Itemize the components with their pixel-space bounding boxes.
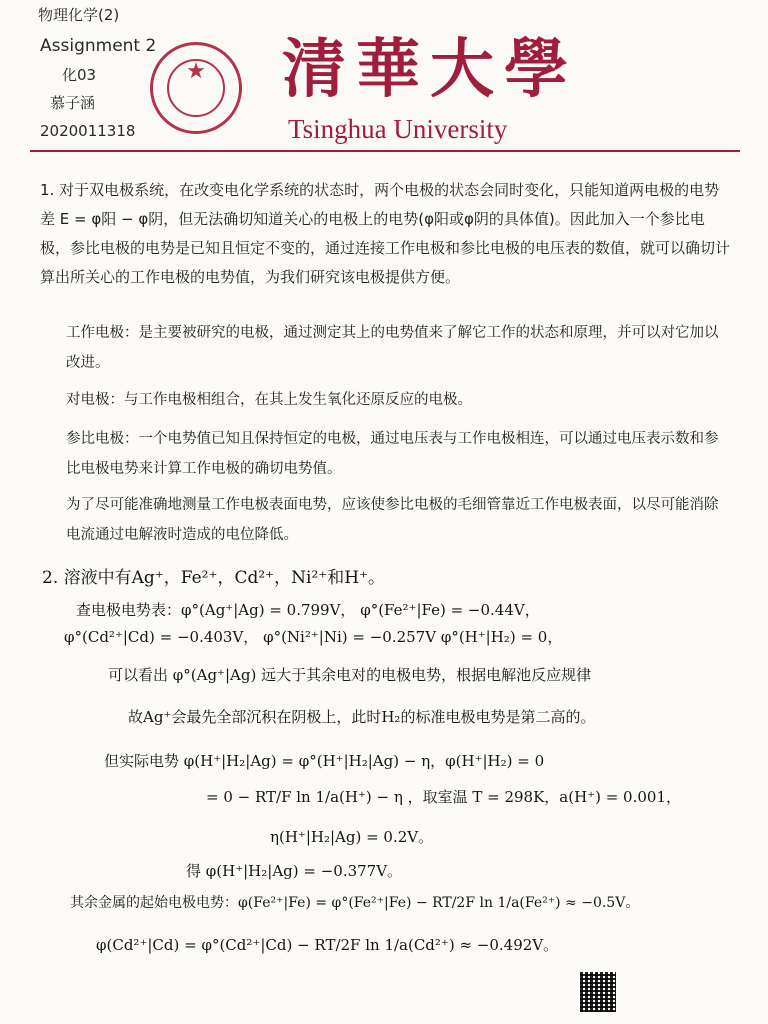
q2-line-9: 其余金属的起始电极电势：φ(Fe²⁺|Fe) = φ°(Fe²⁺|Fe) − RT/2F ln 1/a(Fe²⁺) ≈ −0.5V。: [70, 895, 640, 911]
q2-line-6: = 0 − RT/F ln 1/a(H⁺) − η ，取室温 T = 298K，a(H⁺) = 0.001，: [206, 788, 681, 806]
university-logo-en: Tsinghua University: [288, 114, 508, 144]
q2-line-7: η(H⁺|H₂|Ag) = 0.2V。: [270, 828, 434, 846]
university-logo-cn: 清華大學: [282, 32, 578, 107]
q2-line-5: 但实际电势 φ(H⁺|H₂|Ag) = φ°(H⁺|H₂|Ag) − η，φ(H⁺|H₂) = 0: [104, 752, 545, 770]
q1-counter-electrode: 对电极：与工作电极相组合，在其上发生氧化还原反应的电极。: [66, 392, 472, 408]
student-name: 慕子涵: [50, 94, 96, 112]
q2-line-10: φ(Cd²⁺|Cd) = φ°(Cd²⁺|Cd) − RT/2F ln 1/a(Cd²⁺) ≈ −0.492V。: [96, 936, 559, 954]
student-id: 2020011318: [40, 122, 136, 140]
qr-code: [580, 972, 616, 1012]
q2-line-8: 得 φ(H⁺|H₂|Ag) = −0.377V。: [186, 862, 403, 880]
q2-line-4: 故Ag⁺会最先全部沉积在阴极上，此时H₂的标准电极电势是第二高的。: [128, 708, 596, 726]
assignment-label: Assignment 2: [40, 36, 157, 56]
q1-reference-electrode: 参比电极：一个电势值已知且保持恒定的电极，通过电压表与工作电极相连，可以通过电压表示数和参比电极电势来计算工作电极的确切电势值。: [66, 431, 719, 477]
class-label: 化03: [62, 66, 97, 84]
q2-line-2: φ°(Cd²⁺|Cd) = −0.403V， φ°(Ni²⁺|Ni) = −0.257V φ°(H⁺|H₂) = 0，: [64, 628, 563, 646]
header-divider: [30, 150, 740, 152]
course-name: 物理化学(2): [38, 6, 120, 24]
q2-line-1: 查电极电势表：φ°(Ag⁺|Ag) = 0.799V， φ°(Fe²⁺|Fe) = −0.44V，: [76, 601, 540, 619]
q1-capillary-note: 为了尽可能准确地测量工作电极表面电势，应该使参比电极的毛细管靠近工作电极表面，以尽可能消除电流通过电解液时造成的电位降低。: [66, 497, 719, 543]
q1-working-electrode: 工作电极：是主要被研究的电极，通过测定其上的电势值来了解它工作的状态和原理，并可以对它加以改进。: [66, 325, 719, 371]
q2-title: 2. 溶液中有Ag⁺，Fe²⁺，Cd²⁺，Ni²⁺和H⁺。: [42, 568, 386, 588]
q1-paragraph: 1. 对于双电极系统，在改变电化学系统的状态时，两个电极的状态会同时变化，只能知道两电极的电势差 E = φ阳 − φ阴，但无法确切知道关心的电极上的电势(φ阳或φ阴的具体值)。因此加入一个参比电极，参比电极的电势是已知且恒定不变的，通过连接工作电极和参比电极的电压表的数值，就可以确切计算出所关心的工作电极的电势值，为我们研究该电极提供方便。: [40, 181, 731, 286]
q2-line-3: 可以看出 φ°(Ag⁺|Ag) 远大于其余电对的电极电势，根据电解池反应规律: [108, 666, 592, 684]
university-seal: ★: [150, 42, 242, 134]
